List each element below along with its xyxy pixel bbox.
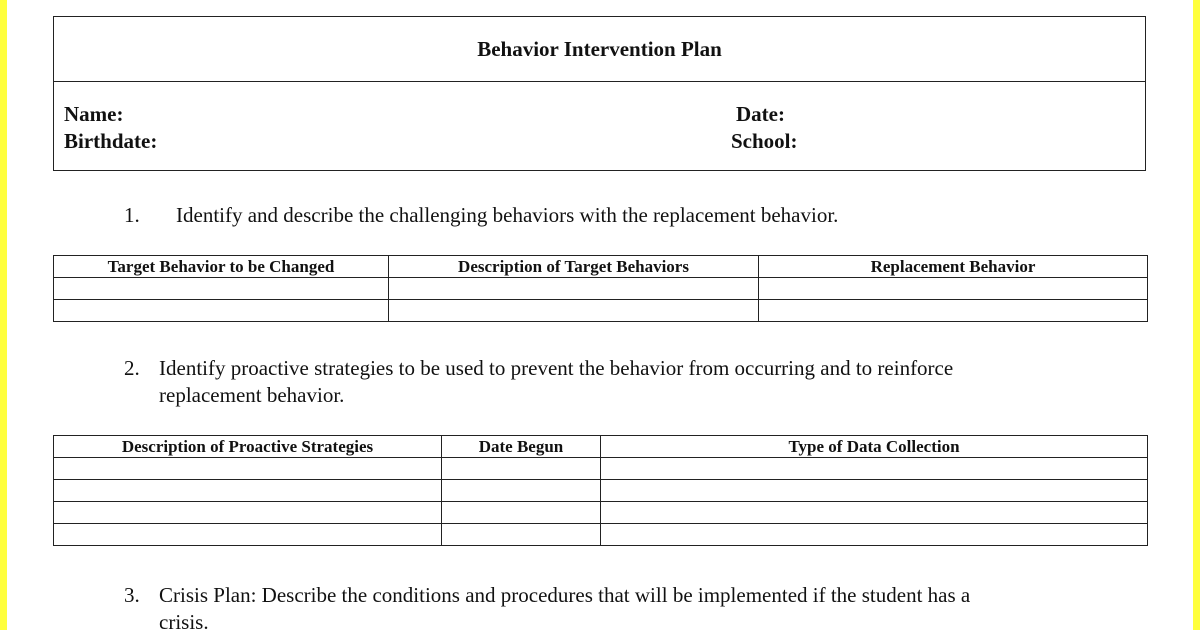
header-box <box>53 16 1146 171</box>
section-3-text-line2: crisis. <box>159 610 209 630</box>
table-cell[interactable] <box>54 278 389 300</box>
birthdate-label: Birthdate: <box>64 129 158 153</box>
section-2-text-line1: Identify proactive strategies to be used to prevent the behavior from occurring and to reinforce <box>159 356 954 380</box>
table-row <box>54 278 1148 300</box>
table-cell[interactable] <box>601 524 1148 546</box>
table-cell[interactable] <box>442 458 601 480</box>
table-cell[interactable] <box>601 502 1148 524</box>
section-3-text-line1: Crisis Plan: Describe the conditions and procedures that will be implemented if the student has a <box>159 583 971 607</box>
col-header-replacement-behavior: Replacement Behavior <box>759 256 1148 278</box>
table-cell[interactable] <box>54 480 442 502</box>
table-cell[interactable] <box>601 480 1148 502</box>
table-header-row <box>54 256 1148 278</box>
table-row <box>54 502 1148 524</box>
table-header-row <box>54 436 1148 458</box>
table-cell[interactable] <box>389 278 759 300</box>
table-row <box>54 480 1148 502</box>
table-cell[interactable] <box>54 524 442 546</box>
col-header-target-behavior: Target Behavior to be Changed <box>54 256 389 278</box>
table-cell[interactable] <box>54 300 389 322</box>
section-2-number: 2. <box>124 356 140 380</box>
table-cell[interactable] <box>54 502 442 524</box>
section-1-instruction <box>124 202 1124 229</box>
table-cell[interactable] <box>442 524 601 546</box>
document-title: Behavior Intervention Plan <box>54 17 1145 82</box>
left-border-strip <box>0 0 7 630</box>
section-1-number: 1. <box>124 203 140 227</box>
section-3-instruction <box>124 582 1124 630</box>
table-row <box>54 458 1148 480</box>
table-proactive-strategies <box>53 435 1148 546</box>
table-cell[interactable] <box>442 502 601 524</box>
table-cell[interactable] <box>759 300 1148 322</box>
section-1-text: Identify and describe the challenging behaviors with the replacement behavior. <box>176 203 839 227</box>
school-label: School: <box>731 129 798 153</box>
date-label: Date: <box>736 102 785 126</box>
col-header-date-begun: Date Begun <box>442 436 601 458</box>
table-cell[interactable] <box>442 480 601 502</box>
table-target-behaviors <box>53 255 1148 322</box>
table-cell[interactable] <box>54 458 442 480</box>
col-header-description-target: Description of Target Behaviors <box>389 256 759 278</box>
table-row <box>54 300 1148 322</box>
col-header-proactive-strategies: Description of Proactive Strategies <box>54 436 442 458</box>
section-2-instruction <box>124 355 1124 409</box>
right-border-strip <box>1193 0 1200 630</box>
section-2-text-line2: replacement behavior. <box>159 383 345 407</box>
table-cell[interactable] <box>601 458 1148 480</box>
name-label: Name: <box>64 102 124 126</box>
section-3-number: 3. <box>124 583 140 607</box>
table-row <box>54 524 1148 546</box>
table-cell[interactable] <box>389 300 759 322</box>
col-header-data-collection: Type of Data Collection <box>601 436 1148 458</box>
table-cell[interactable] <box>759 278 1148 300</box>
